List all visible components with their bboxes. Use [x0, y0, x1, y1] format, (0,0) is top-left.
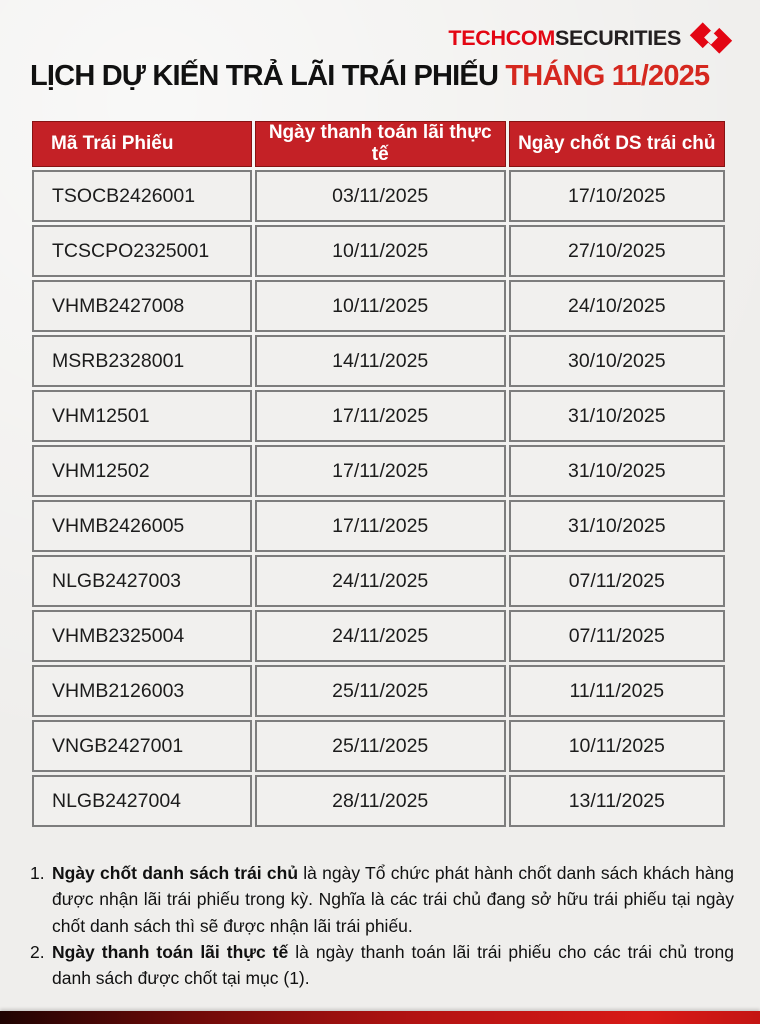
page-title-black: LỊCH DỰ KIẾN TRẢ LÃI TRÁI PHIẾU [30, 60, 499, 92]
table-row [32, 500, 725, 552]
bond-code-cell: NLGB2427004 [32, 775, 252, 827]
payment-date-cell: 17/11/2025 [255, 445, 506, 497]
table-row [32, 610, 725, 662]
payment-date-cell: 10/11/2025 [255, 225, 506, 277]
payment-date-cell: 28/11/2025 [255, 775, 506, 827]
payment-date-cell: 17/11/2025 [255, 390, 506, 442]
bond-code-cell: VHMB2325004 [32, 610, 252, 662]
brand-logo [448, 20, 734, 56]
record-date-cell: 30/10/2025 [509, 335, 725, 387]
record-date-cell: 24/10/2025 [509, 280, 725, 332]
table-row [32, 225, 725, 277]
page-title-red: THÁNG 11/2025 [498, 60, 710, 92]
footnote-text: Ngày thanh toán lãi thực tế là ngày thanh toán lãi trái phiếu cho các trái chủ trong danh sách được chốt tại mục (1). [52, 941, 734, 988]
record-date-cell: 31/10/2025 [509, 445, 725, 497]
payment-date-cell: 14/11/2025 [255, 335, 506, 387]
bond-code-cell: VNGB2427001 [32, 720, 252, 772]
payment-date-cell: 03/11/2025 [255, 170, 506, 222]
payment-date-cell: 25/11/2025 [255, 665, 506, 717]
footnote-number: 1. [30, 863, 45, 883]
payment-date-cell: 25/11/2025 [255, 720, 506, 772]
bond-code-cell: VHMB2126003 [32, 665, 252, 717]
table-row [32, 170, 725, 222]
brand-logo-part1: TECHCOM [448, 25, 555, 50]
column-header-0: Mã Trái Phiếu [32, 121, 252, 167]
record-date-cell: 07/11/2025 [509, 555, 725, 607]
bond-code-cell: TCSCPO2325001 [32, 225, 252, 277]
footnote-text: Ngày chốt danh sách trái chủ là ngày Tổ chức phát hành chốt danh sách khách hàng được nhận lãi trái phiếu trong kỳ. Nghĩa là các trái chủ đang sở hữu trái phiếu tại ngày chốt danh sách thì sẽ được nhận lãi trái phiếu. [52, 863, 735, 936]
bond-code-cell: VHMB2427008 [32, 280, 252, 332]
footnote-number: 2. [30, 941, 45, 962]
bond-code-cell: VHM12501 [32, 390, 252, 442]
table-row [32, 280, 725, 332]
table-row [32, 555, 725, 607]
bond-schedule-table [29, 118, 728, 830]
table-row [32, 665, 725, 717]
record-date-cell: 31/10/2025 [509, 500, 725, 552]
table-row [32, 335, 725, 387]
bond-code-cell: VHMB2426005 [32, 500, 252, 552]
record-date-cell: 10/11/2025 [509, 720, 725, 772]
footnote-1 [30, 860, 734, 939]
payment-date-cell: 24/11/2025 [255, 610, 506, 662]
bond-code-cell: MSRB2328001 [32, 335, 252, 387]
record-date-cell: 11/11/2025 [509, 665, 725, 717]
table-row [32, 775, 725, 827]
payment-date-cell: 24/11/2025 [255, 555, 506, 607]
record-date-cell: 07/11/2025 [509, 610, 725, 662]
record-date-cell: 31/10/2025 [509, 390, 725, 442]
bond-code-cell: TSOCB2426001 [32, 170, 252, 222]
table-row [32, 390, 725, 442]
page-title [30, 60, 740, 93]
payment-date-cell: 10/11/2025 [255, 280, 506, 332]
footnote-2 [30, 939, 734, 992]
record-date-cell: 13/11/2025 [509, 775, 725, 827]
record-date-cell: 17/10/2025 [509, 170, 725, 222]
bond-code-cell: VHM12502 [32, 445, 252, 497]
brand-logo-part2: SECURITIES [554, 25, 681, 50]
brand-logo-text [448, 26, 681, 51]
column-header-1: Ngày thanh toán lãi thực tế [255, 121, 506, 167]
table-row [32, 720, 725, 772]
table-row [32, 445, 725, 497]
table-header-row [32, 121, 725, 167]
payment-date-cell: 17/11/2025 [255, 500, 506, 552]
record-date-cell: 27/10/2025 [509, 225, 725, 277]
bottom-accent-bar [0, 1011, 760, 1024]
footnotes [30, 860, 734, 991]
bond-code-cell: NLGB2427003 [32, 555, 252, 607]
double-diamond-icon [688, 20, 734, 56]
column-header-2: Ngày chốt DS trái chủ [509, 121, 725, 167]
